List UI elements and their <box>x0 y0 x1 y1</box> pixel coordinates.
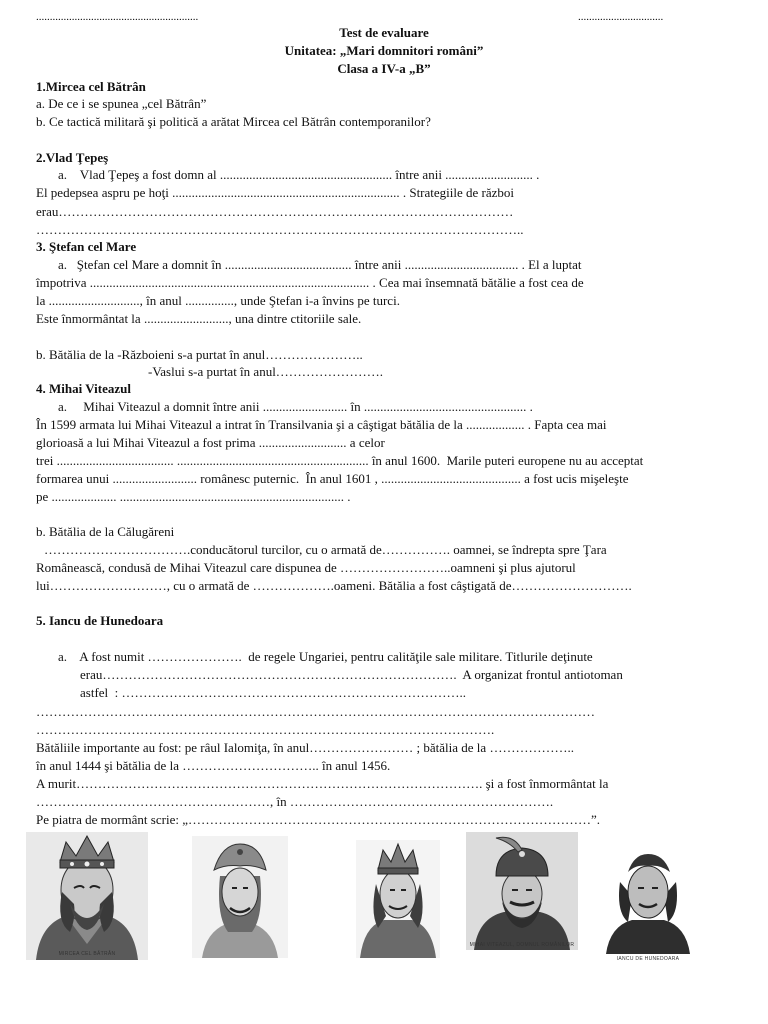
section-heading-mircea: 1.Mircea cel Bătrân <box>36 79 146 94</box>
plumed-hat-warrior-portrait-icon <box>466 832 578 950</box>
mihai-line-6: pe .................... ..................................................................... . <box>36 489 351 504</box>
iancu-line-10: Pe piatra de mormânt scrie: „…………………………………………………………………………………”. <box>36 812 600 827</box>
mihai-line-2: În 1599 armata lui Mihai Viteazul a intrat în Transilvania şi a câştigat bătălia de la .................. . Fapta cea mai <box>36 417 607 432</box>
vlad-line-1: a. Vlad Ţepeş a fost domn al ..................................................... între anii ........................... . <box>58 167 540 182</box>
iancu-line-4: ………………………………………………………………………………………………………………… <box>36 704 595 719</box>
mihai-line-4: trei .................................... ........................................................... în anul 1600. Marile puteri europene nu au acceptat <box>36 453 644 468</box>
iancu-line-6: Bătăliile importante au fost: pe râul Ialomiţa, în anul…………………… ; bătălia de la ……………….. <box>36 740 574 755</box>
mihai-line-1: a. Mihai Viteazul a domnit între anii .......................... în .................................................. . <box>58 399 533 414</box>
stefan-line-3: la ............................, în anul ..............., unde Ştefan i-a învins pe turci. <box>36 293 400 308</box>
crowned-king-portrait-icon <box>26 832 148 960</box>
test-title: Test de evaluare <box>339 25 429 40</box>
iancu-line-8: A murit…………………………………………………………………………………. şi a fost înmormântat la <box>36 776 609 791</box>
stefan-line-1: a. Ştefan cel Mare a domnit în ....................................... între anii ................................... . El a luptat <box>58 257 582 272</box>
mihai-line-3: glorioasă a lui Mihai Viteazul a fost prima ........................... a celor <box>36 435 385 450</box>
portraits-row <box>0 828 768 968</box>
iancu-line-7: în anul 1444 şi bătălia de la ………………………….. în anul 1456. <box>36 758 391 773</box>
mihai-b-2: …………………………….conducătorul turcilor, cu o armată de……………. oamnei, se îndrepta spre Ţara <box>44 542 607 557</box>
section-heading-iancu: 5. Iancu de Hunedoara <box>36 613 164 628</box>
section-heading-vlad: 2.Vlad Ţepeş <box>36 150 109 165</box>
iancu-line-5: ……………………………………………………………………………………………. <box>36 722 495 737</box>
mihai-line-5: formarea unui .......................... românesc puternic. În anul 1601 , ........................................... a fost ucis mişeleşte <box>36 471 629 486</box>
date-blank: ............................... <box>578 11 664 23</box>
class-title: Clasa a IV-a „B” <box>337 61 431 76</box>
stefan-b-1: b. Bătălia de la -Războieni s-a purtat în anul………………….. <box>36 347 363 362</box>
question-1a: a. De ce i se spunea „cel Bătrân” <box>36 96 207 111</box>
iancu-line-3: astfel : …………………………………………………………………….. <box>80 685 467 700</box>
vlad-line-4: ………………………………………………………………………………………………….. <box>36 222 524 237</box>
stefan-line-4: Este înmormântat la .........................., una dintre ctitoriile sale. <box>36 311 362 326</box>
stefan-line-2: împotriva ...................................................................................... . Cea mai însemnată bătălie a fost cea de <box>36 275 584 290</box>
section-heading-mihai: 4. Mihai Viteazul <box>36 381 131 396</box>
vlad-line-2: El pedepsea aspru pe hoţi ...................................................................... . Strategiile de război <box>36 185 515 200</box>
iancu-line-1: a. A fost numit …………………. de regele Ungariei, pentru calităţile sale militare. Titlurile deţinute <box>58 649 593 664</box>
crowned-prince-portrait-icon <box>356 840 440 958</box>
stefan-b-2: -Vaslui s-a purtat în anul……………………. <box>148 364 384 379</box>
mihai-b-1: b. Bătălia de la Călugăreni <box>36 524 175 539</box>
mihai-b-4: lui………………………, cu o armată de ……………….oameni. Bătălia a fost câştigată de………………………. <box>36 578 632 593</box>
portrait-caption-iancu: IANCU DE HUNEDOARA <box>616 956 680 962</box>
unit-title: Unitatea: „Mari domnitori români” <box>284 43 484 58</box>
portrait-caption-mircea: MIRCEA CEL BĂTRÂN <box>58 951 116 957</box>
iancu-line-9: ………………………………………………, în ……………………………………………………. <box>36 794 554 809</box>
portrait-caption-mihai: MIHAI VITEAZUL, DOMNUL ROMÂNILOR <box>469 942 575 948</box>
bearded-noble-portrait-icon <box>598 842 698 962</box>
section-heading-stefan: 3. Ştefan cel Mare <box>36 239 137 254</box>
iancu-line-2: erau………………………………………………………………………. A organizat frontul antiotoman <box>80 667 623 682</box>
mihai-b-3: Românească, condusă de Mihai Viteazul care dispunea de ……………………..oamneni şi plus ajutorul <box>36 560 576 575</box>
capped-prince-portrait-icon <box>192 836 288 958</box>
vlad-line-3: erau…………………………………………………………………………………………… <box>36 204 514 219</box>
question-1b: b. Ce tactică militară şi politică a arătat Mircea cel Bătrân contemporanilor? <box>36 114 431 129</box>
name-blank: ........................................................... <box>36 11 199 23</box>
